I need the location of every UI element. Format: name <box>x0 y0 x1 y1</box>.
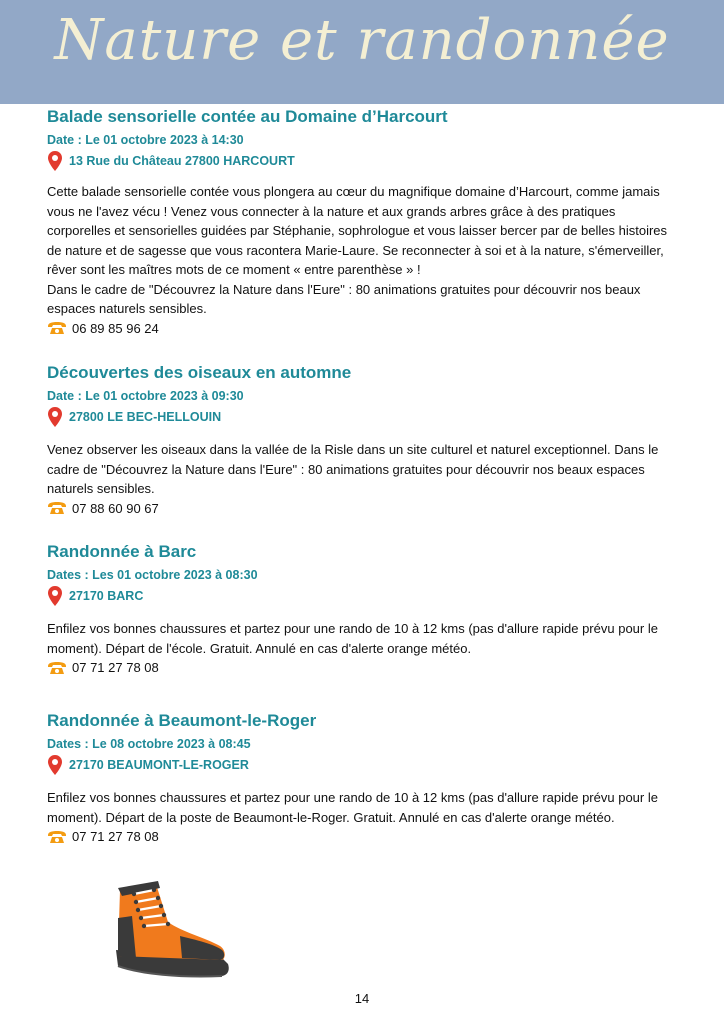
event-date: Date : Le 01 octobre 2023 à 09:30 <box>47 389 244 403</box>
event-date: Dates : Le 08 octobre 2023 à 08:45 <box>47 737 251 751</box>
event-location-text: 27800 LE BEC-HELLOUIN <box>69 410 222 424</box>
event-description: Cette balade sensorielle contée vous plongera au cœur du magnifique domaine d’Harcourt, comme jamais vous ne l'avez vécu ! Venez vous connecter à la nature et aux grands arbres grâce à des pratiques corporelles et sensorielles guidées par Stéphanie, sophrologue et vous laisser bercer par de belles histoires de nature et de sagesse que vous racontera Marie-Laure. Se reconnecter à soi et à la nature, s'émerveiller, rêver sont les maîtres mots de ce moment « entre parenthèse » ! <box>47 184 668 277</box>
event-block <box>47 710 687 846</box>
telephone-icon <box>47 661 67 675</box>
event-location <box>47 150 687 172</box>
event-date: Dates : Les 01 octobre 2023 à 08:30 <box>47 568 258 582</box>
event-phone-number: 07 71 27 78 08 <box>72 660 159 675</box>
event-description-extra: Dans le cadre de "Découvrez la Nature dans l'Eure" : 80 animations gratuites pour découvrir nos beaux espaces naturels sensibles. <box>47 281 641 316</box>
event-phone <box>47 827 687 846</box>
page-number: 14 <box>354 991 370 1006</box>
page-title: Nature et randonnée <box>54 8 670 73</box>
location-pin-icon <box>47 406 63 428</box>
event-location-text: 27170 BEAUMONT-LE-ROGER <box>69 758 249 772</box>
event-description: Venez observer les oiseaux dans la vallée de la Risle dans un site culturel et naturel exceptionnel. Dans le cadre de "Découvrez la Nature dans l'Eure" : 80 animations gratuites pour découvrir nos beaux espaces naturels sensibles. <box>47 442 659 496</box>
event-title: Randonnée à Barc <box>47 542 197 561</box>
event-phone <box>47 499 687 518</box>
event-phone-number: 07 71 27 78 08 <box>72 829 159 844</box>
header-banner <box>0 0 724 104</box>
event-title: Randonnée à Beaumont-le-Roger <box>47 711 317 730</box>
event-phone <box>47 658 687 677</box>
hiking-boot-icon <box>110 878 235 983</box>
event-title: Découvertes des oiseaux en automne <box>47 363 352 382</box>
telephone-icon <box>47 501 67 515</box>
location-pin-icon <box>47 754 63 776</box>
telephone-icon <box>47 830 67 844</box>
event-location-text: 13 Rue du Château 27800 HARCOURT <box>69 154 295 168</box>
event-description: Enfilez vos bonnes chaussures et partez pour une rando de 10 à 12 kms (pas d'allure rapide prévu pour le moment). Départ de la poste de Beaumont-le-Roger. Gratuit. Annulé en cas d'alerte orange météo. <box>47 790 658 825</box>
event-block <box>47 362 687 518</box>
location-pin-icon <box>47 150 63 172</box>
event-block <box>47 106 687 338</box>
location-pin-icon <box>47 585 63 607</box>
telephone-icon <box>47 321 67 335</box>
event-date: Date : Le 01 octobre 2023 à 14:30 <box>47 133 244 147</box>
event-location <box>47 754 687 776</box>
event-location <box>47 406 687 428</box>
event-phone-number: 07 88 60 90 67 <box>72 500 159 516</box>
event-location <box>47 585 687 607</box>
event-location-text: 27170 BARC <box>69 589 144 603</box>
event-phone <box>47 319 687 338</box>
event-description: Enfilez vos bonnes chaussures et partez pour une rando de 10 à 12 kms (pas d'allure rapide prévu pour le moment). Départ de l'école. Gratuit. Annulé en cas d'alerte orange météo. <box>47 621 658 656</box>
event-phone-number: 06 89 85 96 24 <box>72 320 159 336</box>
event-title: Balade sensorielle contée au Domaine d’Harcourt <box>47 107 448 126</box>
event-block <box>47 541 687 677</box>
